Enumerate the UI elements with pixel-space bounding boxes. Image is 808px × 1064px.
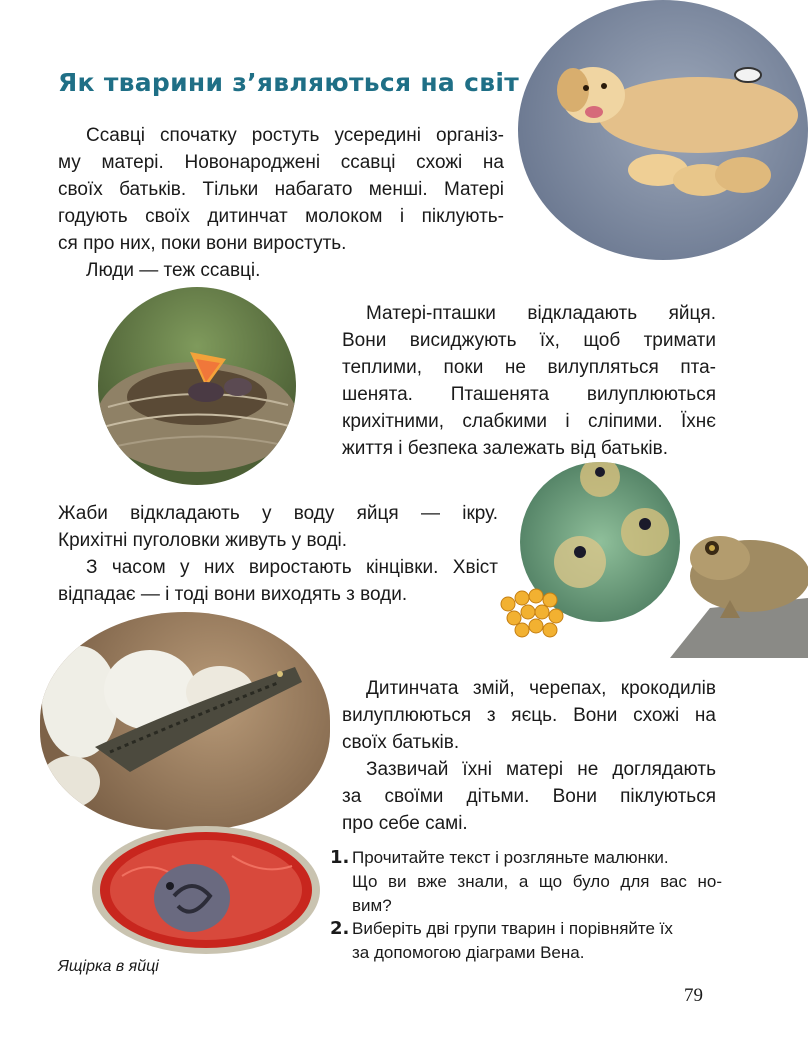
- question-number: 1.: [330, 847, 350, 868]
- birds-line: життя і безпека залежать від батьків.: [342, 438, 668, 459]
- question-line: Прочитайте текст і розгляньте малюнки.: [352, 848, 669, 867]
- question-number: 2.: [330, 918, 350, 939]
- lizard-caption: Ящірка в яйці: [58, 958, 159, 975]
- question-line: вим?: [352, 896, 392, 915]
- bird-nest-photo: [98, 287, 296, 485]
- reptiles-line: Дитинчата змій, черепах, крокодилів: [366, 678, 716, 699]
- mammals-line: ся про них, поки вони виростуть.: [58, 233, 347, 254]
- question-line: Що ви вже знали, а що було для вас но-: [352, 872, 722, 891]
- frogs-line: З часом у них виростають кінцівки. Хвіст: [86, 557, 498, 578]
- frogs-line: Крихітні пуголовки живуть у воді.: [58, 530, 348, 551]
- birds-line: Вони висиджують їх, щоб тримати: [342, 330, 716, 351]
- frogs-paragraph: [58, 500, 498, 608]
- dog-illustration: [518, 0, 808, 260]
- mammals-line: своїх батьків. Тільки набагато менші. Матері: [58, 179, 504, 200]
- question-line: Виберіть дві групи тварин і порівняйте їх: [352, 919, 673, 938]
- nest-illustration: [98, 287, 296, 485]
- lizard-egg-photo: [92, 826, 320, 954]
- question-line: за допомогою діаграми Вена.: [352, 943, 585, 962]
- reptiles-line: своїх батьків.: [342, 732, 460, 753]
- frogs-line: відпадає — і тоді вони виходять з води.: [58, 584, 408, 605]
- baby-crocodile-photo: [40, 612, 330, 830]
- mammals-paragraph: [58, 122, 504, 284]
- frogs-line: Жаби відкладають у воду яйця — ікру.: [58, 503, 498, 524]
- birds-paragraph: [342, 300, 716, 462]
- birds-line: Матері-пташки відкладають яйця.: [366, 303, 716, 324]
- mammals-line: годують своїх дитинчат молоком і піклують-: [58, 206, 504, 227]
- mammals-line: Ссавці спочатку ростуть усередині організ-: [86, 125, 504, 146]
- lizard-egg-illustration: [92, 826, 320, 954]
- birds-line: крихітними, слабкими і сліпими. Їхнє: [342, 411, 716, 432]
- reptiles-paragraph: [342, 675, 716, 837]
- mammals-line: Люди — теж ссавці.: [86, 260, 261, 281]
- reptiles-line: за своїми дітьми. Вони піклуються: [342, 786, 716, 807]
- question-2: [330, 917, 722, 965]
- reptiles-line: про себе самі.: [342, 813, 468, 834]
- reptiles-line: Зазвичай їхні матері не доглядають: [366, 759, 716, 780]
- crocodile-illustration: [40, 612, 330, 830]
- toad-illustration: [650, 518, 808, 658]
- mammals-line: му матері. Новонароджені ссавці схожі на: [58, 152, 504, 173]
- birds-line: теплими, поки не вилупляться пта-: [342, 357, 716, 378]
- question-1: [330, 846, 722, 918]
- reptiles-line: вилуплюються з яєць. Вони схожі на: [342, 705, 716, 726]
- birds-line: шенята. Пташенята вилуплюються: [342, 384, 716, 405]
- dog-puppies-photo: [518, 0, 808, 260]
- frog-eggs-illustration: [496, 582, 576, 642]
- page-number: 79: [684, 985, 703, 1006]
- page-title: Як тварини з’являються на світ: [58, 68, 519, 97]
